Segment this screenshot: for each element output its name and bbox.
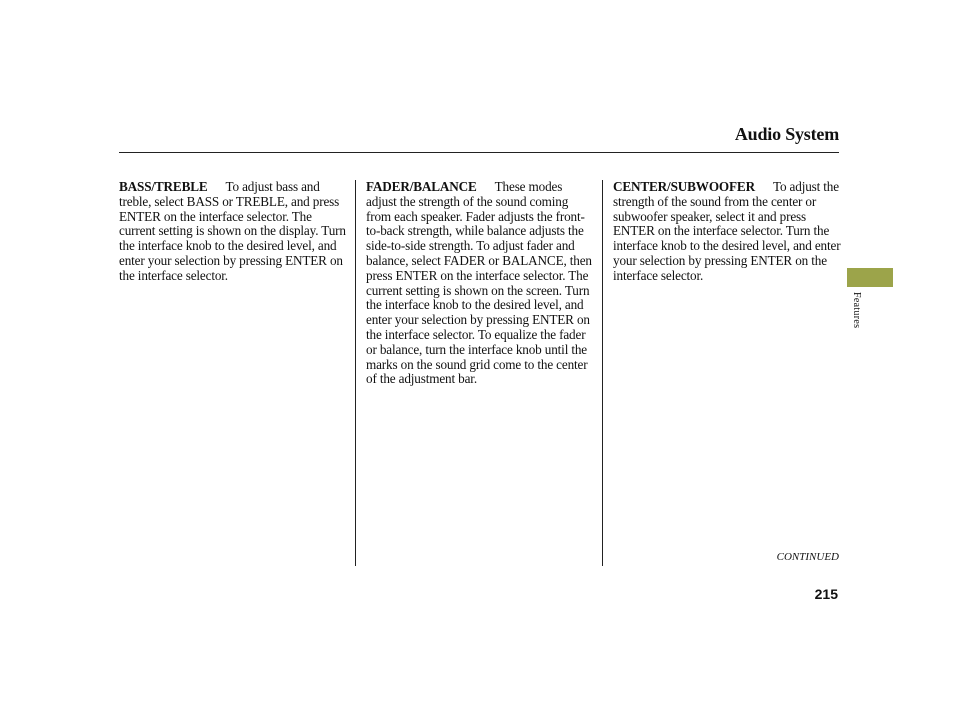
page-number: 215 (814, 586, 838, 602)
fader-balance-section (366, 180, 594, 387)
column-divider-right (602, 180, 603, 566)
page-title: Audio System (734, 124, 839, 144)
title-divider (119, 152, 839, 153)
center-subwoofer-body: To adjust the strength of the sound from the center or subwoofer speaker, select it and press ENTER on the interface selector. Turn the interface knob to the desired level, and enter your selection by pressing ENTER on the interface selector. (613, 179, 841, 283)
section-tab-label: Features (851, 292, 862, 329)
center-subwoofer-section (613, 180, 841, 284)
fader-balance-body: These modes adjust the strength of the sound coming from each speaker. Fader adjusts the front-to-back strength, while balance adjusts the side-to-side strength. To adjust fader and balance, select FADER or BALANCE, then press ENTER on the interface selector. The current setting is shown on the screen. Turn the interface knob to the desired level, and enter your selection by pressing ENTER on the interface selector. To equalize the fader or balance, turn the interface knob until the marks on the sound grid come to the center of the adjustment bar. (366, 179, 592, 387)
continued-label: CONTINUED (776, 551, 839, 563)
column-divider-left (355, 180, 356, 566)
section-tab-marker (847, 268, 893, 287)
bass-treble-body: To adjust bass and treble, select BASS or TREBLE, and press ENTER on the interface selector. The current setting is shown on the display. Turn the interface knob to the desired level, and enter your selection by pressing ENTER on the interface selector. (119, 179, 346, 283)
bass-treble-heading: BASS/TREBLE (119, 179, 208, 194)
center-subwoofer-heading: CENTER/SUBWOOFER (613, 179, 755, 194)
fader-balance-heading: FADER/BALANCE (366, 179, 477, 194)
bass-treble-section (119, 180, 347, 284)
